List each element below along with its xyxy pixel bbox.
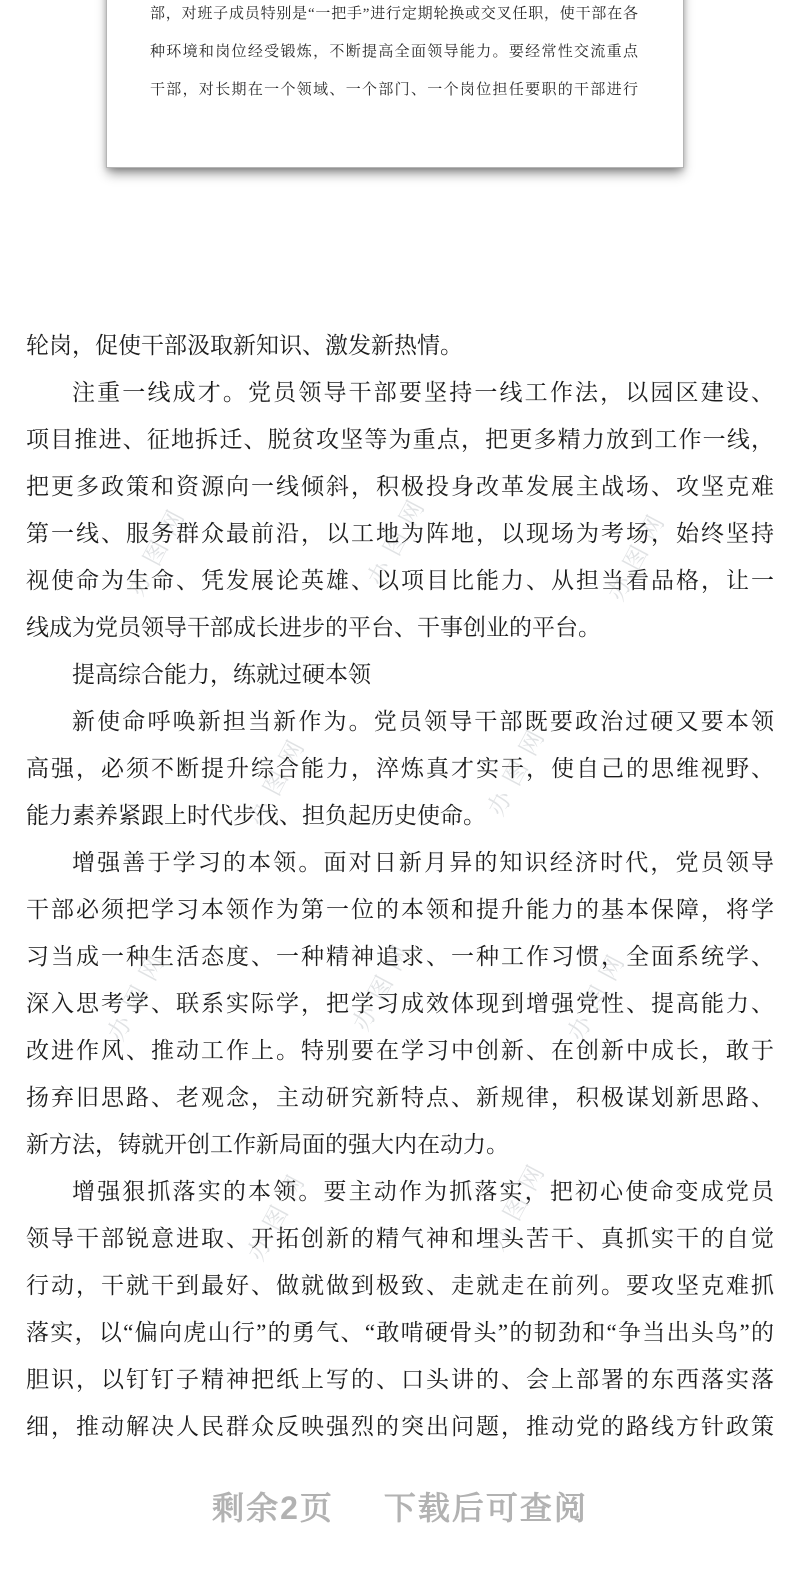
preview-card-line: 干部，对长期在一个领域、一个部门、一个岗位担任要职的干部进行	[150, 82, 638, 98]
watermark-text: 办图网	[602, 502, 675, 606]
watermark-text: 办图网	[122, 497, 195, 601]
document-body-text	[26, 322, 774, 1450]
watermark-text: 办图网	[362, 487, 435, 591]
watermark-text: 办图网	[242, 727, 315, 831]
body-text-line: 高强，必须不断提升综合能力，淬炼真才实干，使自己的思维视野、	[26, 756, 774, 781]
preview-card-line: 种环境和岗位经受锻炼，不断提高全面领导能力。要经常性交流重点	[150, 44, 638, 60]
watermark-text: 办图网	[482, 717, 555, 821]
body-text-line: 视使命为生命、凭发展论英雄、以项目比能力、从担当看品格，让一	[26, 568, 774, 593]
body-text-line: 新使命呼唤新担当新作为。党员领导干部既要政治过硬又要本领	[72, 709, 774, 734]
body-text-line: 注重一线成才。党员领导干部要坚持一线工作法，以园区建设、	[72, 380, 774, 405]
body-text-line: 细，推动解决人民群众反映强烈的突出问题，推动党的路线方针政策	[26, 1414, 774, 1439]
body-text-line: 行动，干就干到最好、做就做到极致、走就走在前列。要攻坚克难抓	[26, 1273, 774, 1298]
body-text-line: 增强善于学习的本领。面对日新月异的知识经济时代，党员领导	[72, 850, 774, 875]
body-text-line: 项目推进、征地拆迁、脱贫攻坚等为重点，把更多精力放到工作一线，	[26, 427, 774, 452]
body-text-line: 轮岗，促使干部汲取新知识、激发新热情。	[26, 333, 463, 358]
body-text-line: 线成为党员领导干部成长进步的平台、干事创业的平台。	[26, 615, 601, 640]
body-text-line: 改进作风、推动工作上。特别要在学习中创新、在创新中成长，敢于	[26, 1038, 774, 1063]
body-text-line: 习当成一种生活态度、一种精神追求、一种工作习惯，全面系统学、	[26, 944, 774, 969]
body-text-line: 把更多政策和资源向一线倾斜，积极投身改革发展主战场、攻坚克难	[26, 474, 774, 499]
body-text-line: 提高综合能力，练就过硬本领	[72, 662, 371, 687]
body-text-line: 领导干部锐意进取、开拓创新的精气神和埋头苦干、真抓实干的自觉	[26, 1226, 774, 1251]
body-text-line: 扬弃旧思路、老观念，主动研究新特点、新规律，积极谋划新思路、	[26, 1085, 774, 1110]
download-hint-label: 下载后可查阅	[383, 1490, 588, 1526]
body-text-line: 落实，以“偏向虎山行”的勇气、“敢啃硬骨头”的韧劲和“争当出头鸟”的	[26, 1320, 774, 1345]
watermark-text: 办图网	[482, 1152, 555, 1256]
watermark-text: 办图网	[102, 942, 175, 1046]
body-text-line: 深入思考学、联系实际学，把学习成效体现到增强党性、提高能力、	[26, 991, 774, 1016]
preview-card-line: 部，对班子成员特别是“一把手”进行定期轮换或交叉任职，使干部在各	[150, 6, 638, 22]
remaining-pages-label: 剩余2页	[212, 1490, 334, 1526]
body-text-line: 干部必须把学习本领作为第一位的本领和提升能力的基本保障，将学	[26, 897, 774, 922]
pages-remaining-notice	[0, 1482, 800, 1534]
body-text-line: 增强狠抓落实的本领。要主动作为抓落实，把初心使命变成党员	[72, 1179, 774, 1204]
watermark-text: 办图网	[242, 1162, 315, 1266]
body-text-line: 能力素养紧跟上时代步伐、担负起历史使命。	[26, 803, 486, 828]
document-page-preview-card	[106, 0, 684, 168]
watermark-text: 办图网	[347, 932, 420, 1036]
preview-card-text	[150, 0, 638, 109]
watermark-text: 办图网	[562, 942, 635, 1046]
body-text-line: 胆识，以钉钉子精神把纸上写的、口头讲的、会上部署的东西落实落	[26, 1367, 774, 1392]
body-text-line: 第一线、服务群众最前沿，以工地为阵地，以现场为考场，始终坚持	[26, 521, 774, 546]
body-text-line: 新方法，铸就开创工作新局面的强大内在动力。	[26, 1132, 509, 1157]
